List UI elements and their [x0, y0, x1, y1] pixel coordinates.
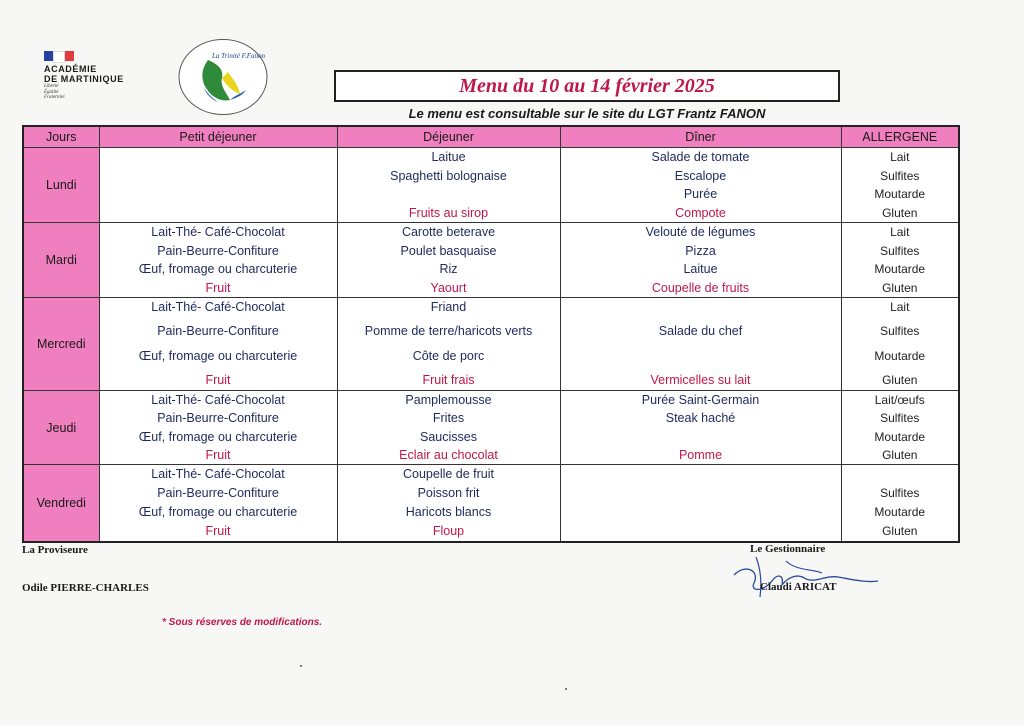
dinner-line	[561, 484, 841, 503]
breakfast-line: Lait-Thé- Café-Chocolat	[151, 393, 285, 407]
allergens-line: Gluten	[882, 280, 918, 295]
allergens-line: Lait	[890, 150, 910, 164]
lunch-cell	[337, 223, 560, 298]
lunch-line	[338, 185, 560, 204]
devise-egalite: Égalité	[44, 89, 59, 95]
lunch-cell	[337, 391, 560, 465]
allergens-cell	[841, 391, 959, 465]
header-jours: Jours	[23, 126, 99, 148]
day-cell: Jeudi	[23, 391, 99, 465]
dinner-cell	[560, 298, 841, 391]
lunch-line: Côte de porc	[412, 348, 485, 363]
lunch-line: Yaourt	[430, 280, 467, 295]
lunch-line: Haricots blancs	[405, 505, 492, 520]
dinner-cell	[560, 465, 841, 543]
dinner-line	[561, 347, 841, 366]
gestionnaire-label: Le Gestionnaire	[750, 543, 826, 555]
dinner-line: Escalope	[674, 168, 727, 183]
allergens-line: Lait	[890, 225, 910, 239]
lunch-line: Laitue	[431, 150, 466, 164]
day-cell: Mardi	[23, 223, 99, 298]
lunch-line: Poulet basquaise	[400, 243, 497, 258]
dinner-line: Purée Saint-Germain	[641, 393, 760, 407]
devise-fraternite: Fraternité	[44, 95, 65, 100]
proviseure-label: La Proviseure	[22, 544, 88, 556]
dinner-line: Coupelle de fruits	[651, 280, 750, 295]
devise-liberte: Liberté	[44, 84, 59, 89]
dinner-line	[561, 465, 841, 484]
allergens-line: Sulfites	[880, 168, 920, 183]
allergens-line: Lait/œufs	[874, 393, 925, 407]
header-diner: Dîner	[560, 126, 841, 148]
dinner-line	[561, 522, 841, 541]
lunch-line: Frites	[432, 411, 465, 426]
table-row	[23, 223, 959, 298]
breakfast-line: Pain-Beurre-Confiture	[157, 243, 279, 258]
allergens-line	[842, 465, 959, 484]
dinner-line	[561, 298, 841, 317]
dinner-line: Vermicelles su lait	[650, 373, 751, 388]
allergens-line: Sulfites	[880, 243, 920, 258]
dinner-line	[561, 503, 841, 522]
devise	[44, 84, 65, 101]
dinner-line	[561, 428, 841, 446]
allergens-line: Moutarde	[874, 262, 926, 276]
lunch-line: Riz	[439, 262, 458, 276]
table-header-row	[23, 126, 959, 148]
allergens-line: Gluten	[882, 447, 918, 462]
breakfast-line: Fruit	[205, 280, 231, 295]
subtitle: Le menu est consultable sur le site du LGT Frantz FANON	[408, 106, 766, 121]
table-row	[23, 391, 959, 465]
republique-flag-icon	[44, 51, 74, 61]
dinner-line: Laitue	[683, 262, 718, 276]
school-logo-text: La Trinité F.Fanon	[212, 52, 265, 60]
dinner-cell	[560, 223, 841, 298]
title-box	[334, 70, 840, 102]
breakfast-line: Pain-Beurre-Confiture	[157, 324, 279, 339]
school-logo	[178, 38, 268, 116]
dinner-line: Pizza	[685, 243, 716, 258]
breakfast-line: Œuf, fromage ou charcuterie	[138, 262, 298, 276]
header-allergene: ALLERGENE	[841, 126, 959, 148]
allergens-line: Moutarde	[874, 505, 926, 520]
allergens-line: Moutarde	[874, 429, 926, 444]
breakfast-line: Lait-Thé- Café-Chocolat	[151, 225, 285, 239]
modification-note: * Sous réserves de modifications.	[162, 617, 323, 628]
lunch-line: Poisson frit	[417, 486, 480, 501]
academie-logo	[44, 64, 124, 84]
breakfast-line	[100, 204, 337, 223]
lunch-line: Pamplemousse	[405, 393, 492, 407]
dinner-line: Salade de tomate	[651, 150, 750, 164]
scan-speck	[300, 665, 302, 667]
allergens-line: Sulfites	[880, 486, 920, 501]
breakfast-line: Œuf, fromage ou charcuterie	[138, 505, 298, 520]
lunch-line: Pomme de terre/haricots verts	[364, 324, 533, 339]
day-cell: Mercredi	[23, 298, 99, 391]
lunch-cell	[337, 298, 560, 391]
day-cell: Vendredi	[23, 465, 99, 543]
lunch-line: Spaghetti bolognaise	[390, 168, 507, 183]
table-row	[23, 298, 959, 391]
dinner-cell	[560, 148, 841, 223]
lunch-cell	[337, 465, 560, 543]
lunch-line: Coupelle de fruit	[402, 467, 495, 481]
header-petit-dejeuner: Petit déjeuner	[99, 126, 337, 148]
breakfast-cell	[99, 223, 337, 298]
breakfast-cell	[99, 465, 337, 543]
dinner-line: Velouté de légumes	[645, 225, 756, 239]
lunch-line: Floup	[432, 524, 465, 539]
scan-speck	[565, 688, 567, 690]
lunch-line: Saucisses	[420, 429, 477, 444]
breakfast-line	[100, 148, 337, 167]
lunch-line: Carotte beterave	[401, 225, 496, 239]
allergens-cell	[841, 298, 959, 391]
lunch-line: Eclair au chocolat	[399, 447, 498, 462]
allergens-cell	[841, 465, 959, 543]
breakfast-line: Pain-Beurre-Confiture	[157, 486, 279, 501]
proviseure-name: Odile PIERRE-CHARLES	[22, 582, 149, 594]
breakfast-line: Lait-Thé- Café-Chocolat	[151, 300, 285, 314]
breakfast-line: Œuf, fromage ou charcuterie	[138, 348, 298, 363]
allergens-line: Moutarde	[874, 187, 926, 201]
header-dejeuner: Déjeuner	[337, 126, 560, 148]
academie-line1: ACADÉMIE	[44, 64, 97, 74]
breakfast-line	[100, 167, 337, 186]
allergens-line: Sulfites	[880, 411, 920, 426]
lunch-line: Fruit frais	[422, 373, 475, 388]
breakfast-cell	[99, 148, 337, 223]
gestionnaire-name: Claudi ARICAT	[760, 581, 837, 593]
breakfast-cell	[99, 298, 337, 391]
allergens-line: Gluten	[882, 524, 918, 539]
allergens-cell	[841, 148, 959, 223]
allergens-line: Sulfites	[880, 324, 920, 339]
menu-table	[22, 125, 960, 543]
breakfast-line: Lait-Thé- Café-Chocolat	[151, 467, 285, 481]
lunch-cell	[337, 148, 560, 223]
allergens-line: Gluten	[882, 373, 918, 388]
table-row	[23, 148, 959, 223]
dinner-line: Steak haché	[665, 411, 736, 426]
academie-line2: DE MARTINIQUE	[44, 74, 124, 84]
signature-mark	[726, 553, 886, 603]
day-cell: Lundi	[23, 148, 99, 223]
breakfast-line	[100, 185, 337, 204]
lunch-line: Fruits au sirop	[408, 205, 489, 220]
lunch-line: Friand	[430, 300, 467, 314]
breakfast-line: Fruit	[205, 373, 231, 388]
breakfast-line: Œuf, fromage ou charcuterie	[138, 429, 298, 444]
allergens-line: Moutarde	[874, 348, 926, 363]
breakfast-line: Fruit	[205, 524, 231, 539]
dinner-line: Compote	[675, 205, 726, 220]
page-title: Menu du 10 au 14 février 2025	[459, 74, 715, 97]
dinner-line: Purée	[683, 187, 718, 201]
allergens-line: Lait	[890, 300, 910, 314]
dinner-line: Pomme	[678, 447, 723, 462]
table-row	[23, 465, 959, 543]
allergens-line: Gluten	[882, 205, 918, 220]
breakfast-line: Pain-Beurre-Confiture	[157, 411, 279, 426]
allergens-cell	[841, 223, 959, 298]
dinner-line: Salade du chef	[658, 324, 743, 339]
breakfast-line: Fruit	[205, 447, 231, 462]
breakfast-cell	[99, 391, 337, 465]
dinner-cell	[560, 391, 841, 465]
